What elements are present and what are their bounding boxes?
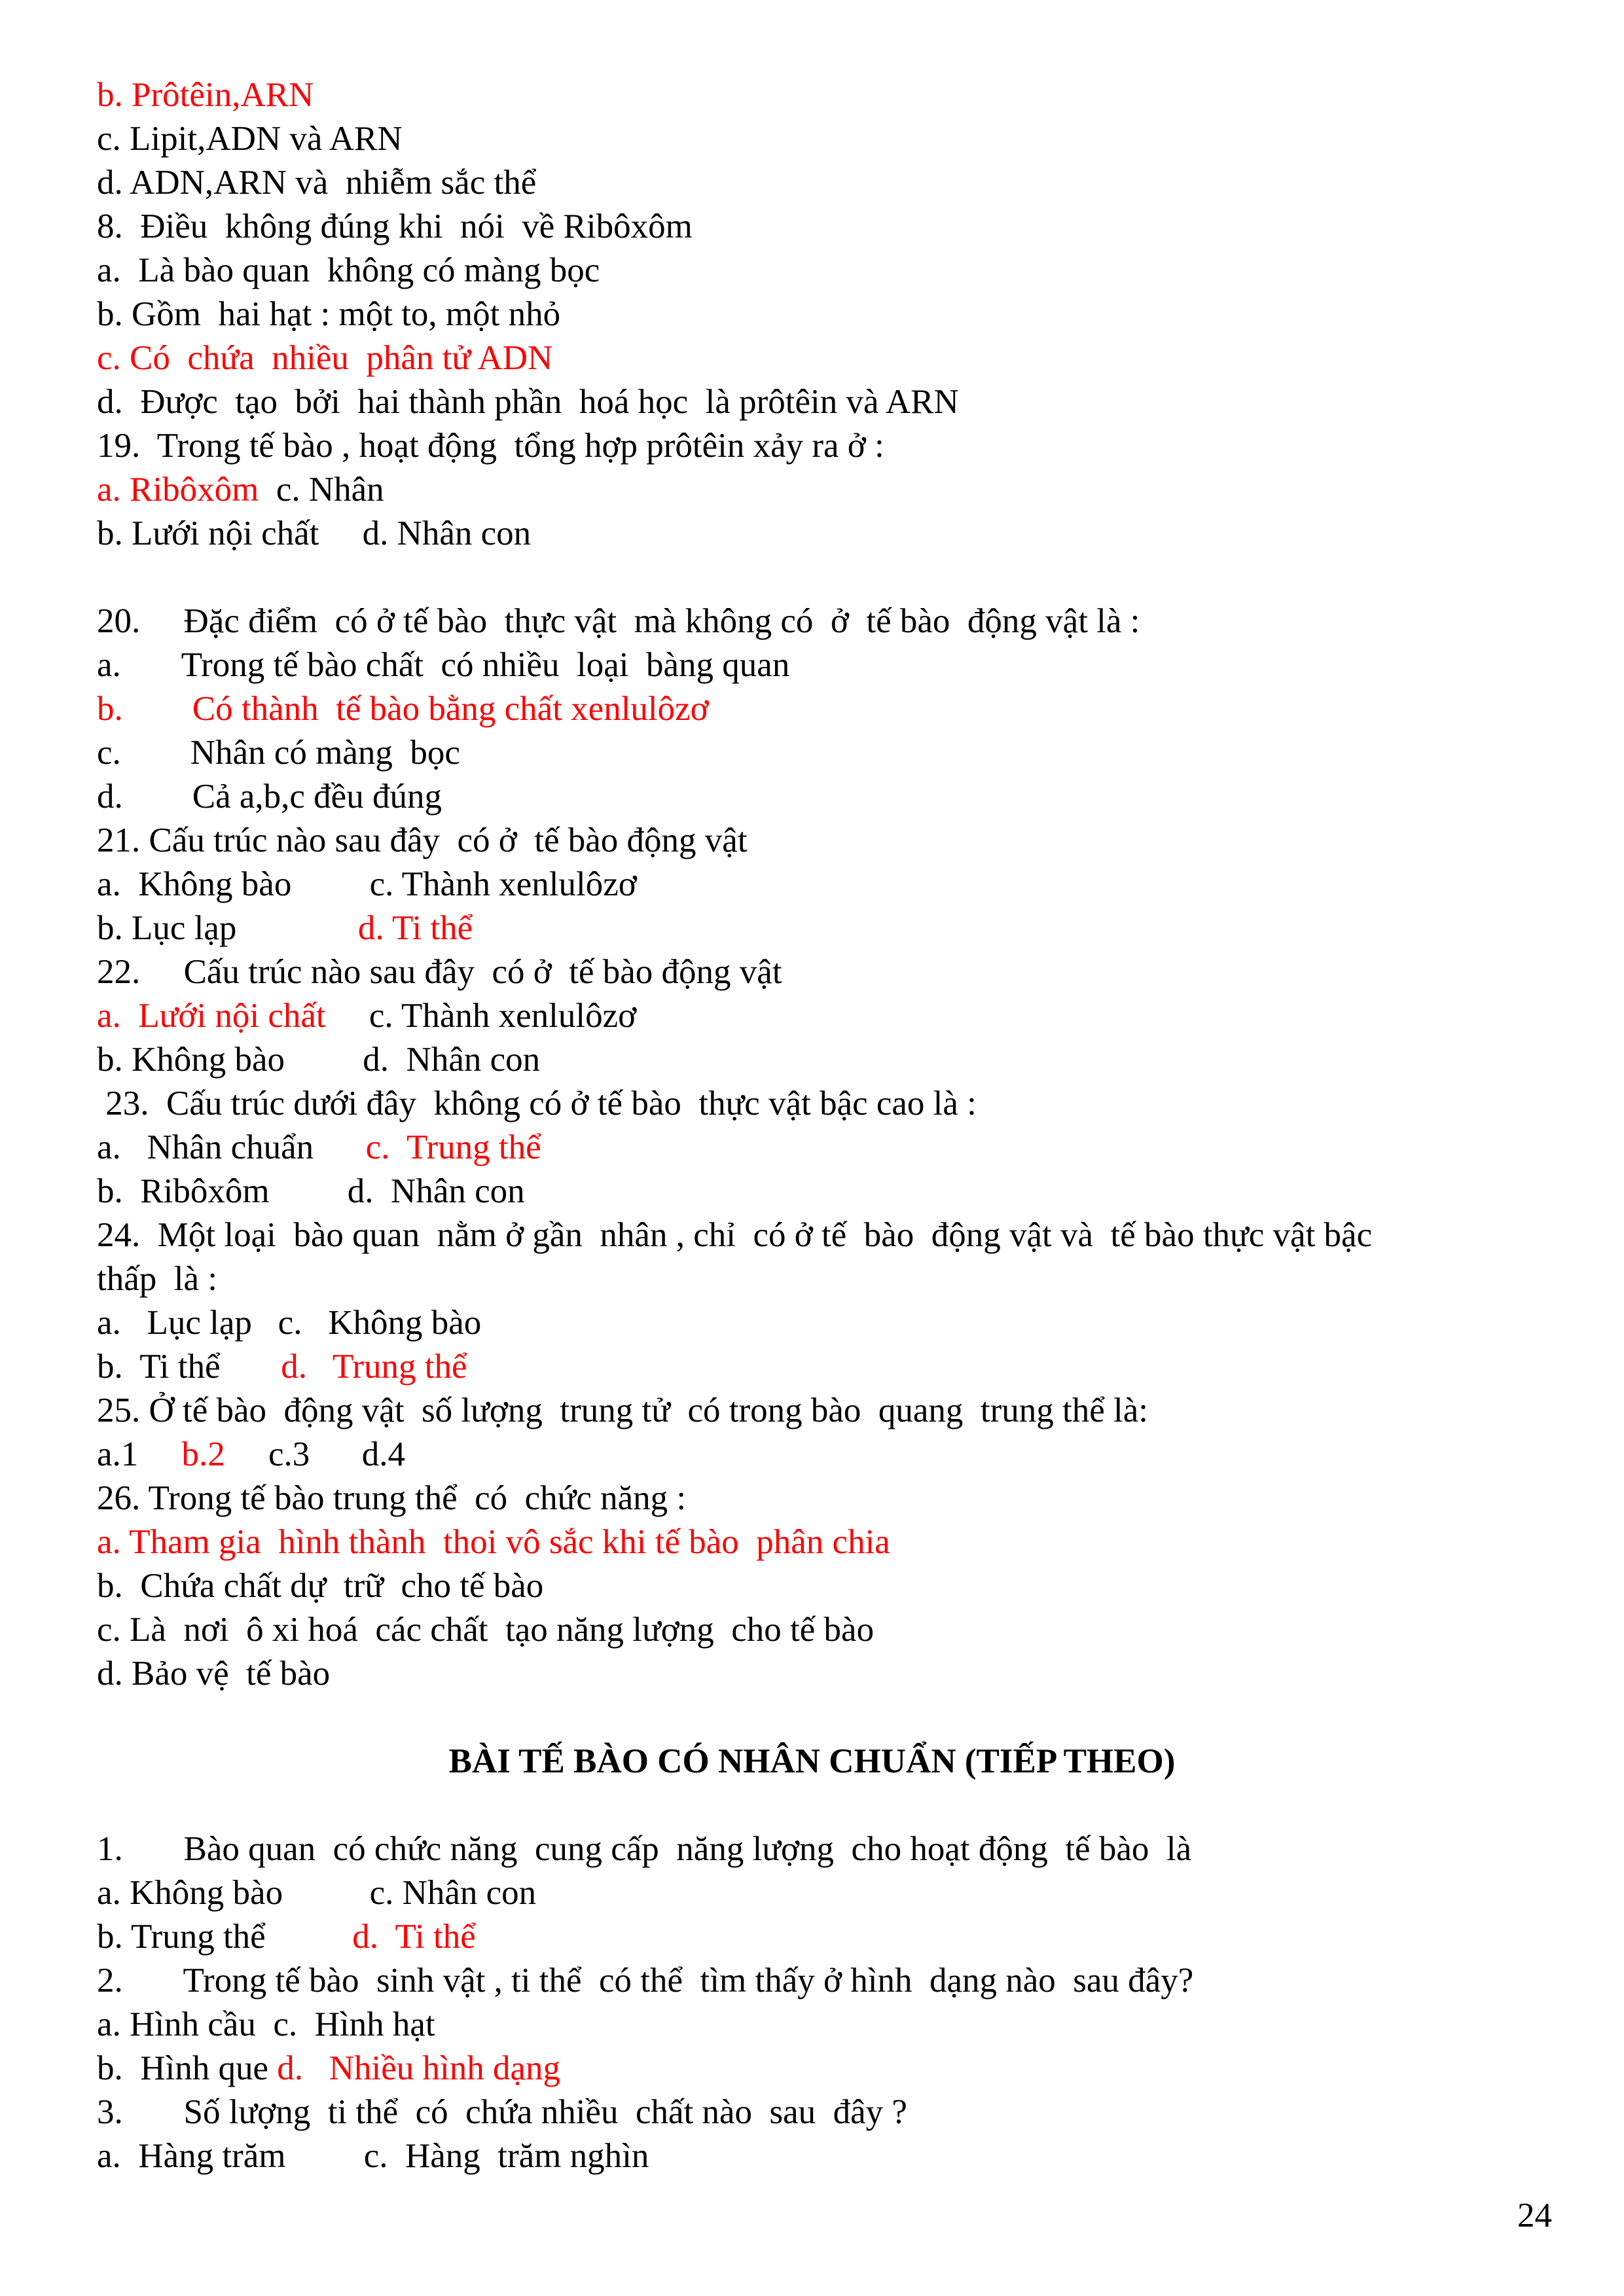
option-23-c-answer: c. Trung thể [365,1128,541,1166]
option-26-d: d. Bảo vệ tế bào [97,1655,331,1693]
options-19-row-2: b. Lưới nội chất d. Nhân con [97,514,532,552]
option-26-b: b. Chứa chất dự trữ cho tế bào [97,1567,544,1605]
option-20-a: a. Trong tế bào chất có nhiều loại bàng quan [97,646,790,684]
option-8-c: c. Lipit,ADN và ARN [97,120,403,158]
option-26-a-answer: a. Tham gia hình thành thoi vô sắc khi tế bào phân chia [97,1523,890,1561]
options-25 [97,1433,405,1476]
option-24-b: b. Ti thể [97,1348,281,1386]
option-25-c-d: c.3 d.4 [225,1435,406,1473]
section-heading: BÀI TẾ BÀO CÓ NHÂN CHUẨN (TIẾP THEO) [448,1742,1176,1780]
options-2-row-1: a. Hình cầu c. Hình hạt [97,2005,435,2043]
option-c-answer: c. Có chứa nhiều phân tử ADN [97,339,553,377]
options-22-row-1 [97,994,636,1037]
question-25: 25. Ở tế bào động vật số lượng trung tử có trong bào quang trung thể là: [97,1391,1149,1429]
option-d: d. Được tạo bởi hai thành phần hoá học là prôtêin và ARN [97,383,959,421]
option-24-d-answer: d. Trung thể [281,1348,467,1386]
options-23-row-2: b. Ribôxôm d. Nhân con [97,1172,525,1210]
question-21: 21. Cấu trúc nào sau đây có ở tế bào động vật [97,821,748,859]
option-22-a-answer: a. Lưới nội chất [97,997,326,1035]
options-19-row-1 [97,468,384,511]
options-22-row-2: b. Không bào d. Nhân con [97,1041,541,1079]
question-1: 1. Bào quan có chức năng cung cấp năng lượng cho hoạt động tế bào là [97,1830,1192,1868]
question-24-cont: thấp là : [97,1260,217,1298]
question-22: 22. Cấu trúc nào sau đây có ở tế bào động vật [97,953,782,991]
options-21-row-2 [97,906,473,950]
option-20-d: d. Cả a,b,c đều đúng [97,778,442,816]
option-23-a: a. Nhân chuẩn [97,1128,366,1166]
question-2: 2. Trong tế bào sinh vật , ti thể có thể tìm thấy ở hình dạng nào sau đây? [97,1962,1194,2000]
option-19-a-answer: a. Ribôxôm [97,471,259,509]
question-3: 3. Số lượng ti thể có chứa nhiều chất nào sau đây ? [97,2093,907,2131]
options-2-row-2 [97,2047,560,2090]
option-b: b. Gồm hai hạt : một to, một nhỏ [97,295,561,333]
option-2-d-answer: d. Nhiều hình dạng [277,2049,561,2087]
page-number: 24 [1517,2197,1552,2234]
options-1-row-1: a. Không bào c. Nhân con [97,1874,537,1912]
option-19-c: c. Nhân [259,471,384,509]
options-21-row-1: a. Không bào c. Thành xenlulôzơ [97,865,637,903]
option-a: a. Là bào quan không có màng bọc [97,251,600,289]
option-20-c: c. Nhân có màng bọc [97,734,460,772]
options-23-row-1 [97,1126,541,1169]
options-1-row-2 [97,1915,476,1958]
option-2-b: b. Hình que [97,2049,278,2087]
question-23: 23. Cấu trúc dưới đây không có ở tế bào thực vật bậc cao là : [97,1085,977,1122]
options-24-row-1: a. Lục lạp c. Không bào [97,1304,482,1342]
question-8: 8. Điều không đúng khi nói về Ribôxôm [97,207,693,245]
option-20-b-answer: b. Có thành tế bào bằng chất xenlulôzơ [97,690,709,728]
option-8-d: d. ADN,ARN và nhiễm sắc thể [97,164,537,202]
option-8-b-answer: b. Prôtêin,ARN [97,76,314,114]
option-22-c: c. Thành xenlulôzơ [325,997,637,1035]
options-24-row-2 [97,1345,467,1388]
option-26-c: c. Là nơi ô xi hoá các chất tạo năng lượng cho tế bào [97,1611,875,1649]
option-1-b: b. Trung thể [97,1918,353,1956]
question-24: 24. Một loại bào quan nằm ở gần nhân , chỉ có ở tế bào động vật và tế bào thực vật bậc [97,1216,1373,1254]
option-21-d-answer: d. Ti thể [357,909,473,947]
question-26: 26. Trong tế bào trung thể có chức năng : [97,1479,687,1517]
option-25-a: a.1 [97,1435,182,1473]
option-1-d-answer: d. Ti thể [352,1918,476,1956]
option-25-b-answer: b.2 [181,1435,225,1473]
options-3-row-1: a. Hàng trăm c. Hàng trăm nghìn [97,2137,649,2175]
option-21-b: b. Lục lạp [97,909,358,947]
question-20: 20. Đặc điểm có ở tế bào thực vật mà không có ở tế bào động vật là : [97,602,1140,640]
question-19: 19. Trong tế bào , hoạt động tổng hợp prôtêin xảy ra ở : [97,427,884,465]
